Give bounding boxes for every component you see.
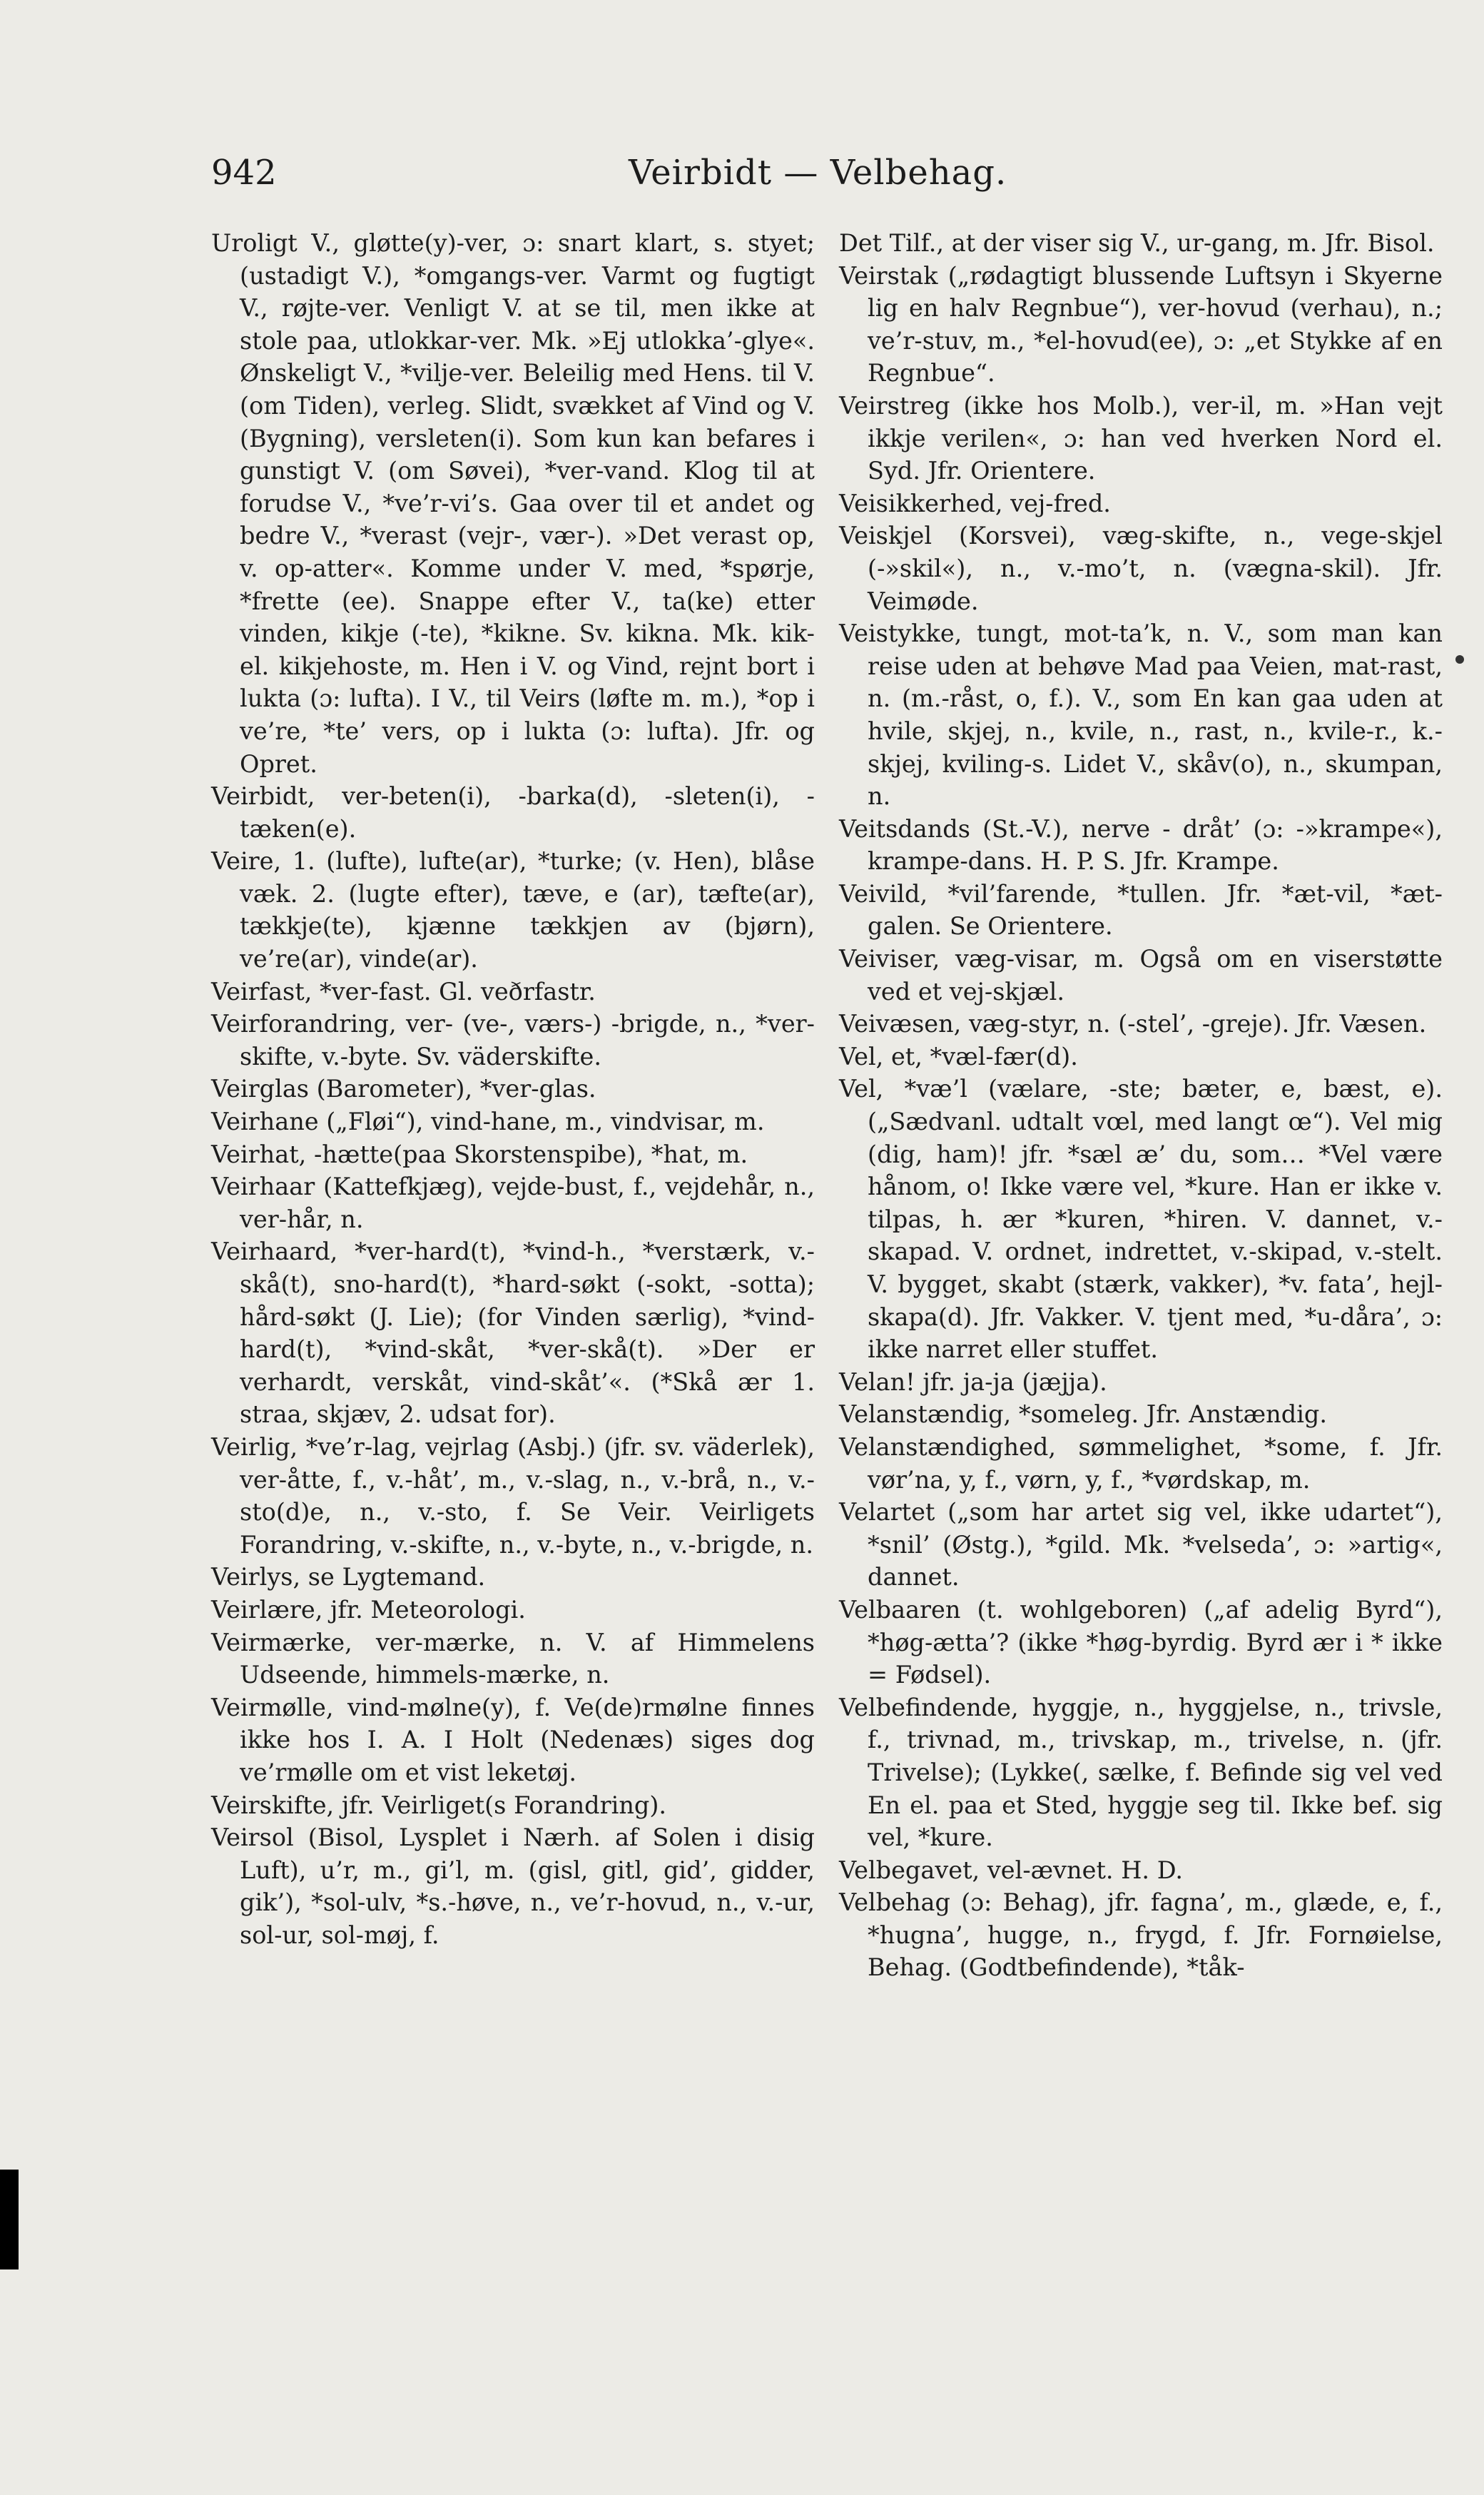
dictionary-entry: Veivild, *vil’farende, *tullen. Jfr. *æt-vil, *æt-galen. Se Orientere. [839, 879, 1443, 941]
dictionary-entry: Veirstreg (ikke hos Molb.), ver-il, m. »Han vejt ikkje verilen«, ɔ: han ved hverken Nord el. Syd. Jfr. Orientere. [839, 391, 1443, 485]
scan-edge-mark [0, 2170, 19, 2269]
dictionary-entry: Velbefindende, hyggje, n., hyggjelse, n., trivsle, f., trivnad, m., trivskap, m., trivelse, n. (jfr. Trivelse); (Lykke(, sælke, f. Befinde sig vel ved En el. paa et Sted, hyggje seg til. Ikke bef. sig vel, *kure. [839, 1693, 1443, 1852]
dictionary-entry: Veivæsen, væg-styr, n. (-stel’, -greje). Jfr. Væsen. [839, 1010, 1427, 1038]
dictionary-entry: Veistykke, tungt, mot-ta’k, n. V., som man kan reise uden at behøve Mad paa Veien, mat-rast, n. (m.-råst, o, f.). V., som En kan gaa uden at hvile, skjej, n., kvile, n., rast, n., kvile-r., k.-skjej, kviling-s. Lidet V., skåv(o), n., skumpan, n. [839, 619, 1443, 811]
dictionary-entry: Veirsol (Bisol, Lysplet i Nærh. af Solen i disig Luft), u’r, m., gi’l, m. (gisl, gitl, gid’, gidder, gik’), *sol-ulv, *s.-høve, n., ve’r-hovud, n., v.-ur, sol-ur, sol-møj, f. [211, 1823, 815, 1949]
dictionary-entry: Veiviser, væg-visar, m. Også om en viserstøtte ved et vej-skjæl. [839, 945, 1443, 1006]
dictionary-entry: Det Tilf., at der viser sig V., ur-gang, m. Jfr. Bisol. [839, 229, 1435, 257]
dictionary-entry: Veirmærke, ver-mærke, n. V. af Himmelens Udseende, himmels-mærke, n. [211, 1628, 815, 1689]
dictionary-entry: Vel, et, *væl-fær(d). [839, 1042, 1078, 1071]
dictionary-entry: Velanstændig, *someleg. Jfr. Anstændig. [839, 1400, 1328, 1429]
dictionary-entry: Velartet („som har artet sig vel, ikke udartet“), *snil’ (Østg.), *gild. Mk. *velseda’, ɔ: »artig«, dannet. [839, 1498, 1443, 1591]
dictionary-entry: Uroligt V., gløtte(y)-ver, ɔ: snart klart, s. styet; (ustadigt V.), *omgangs-ver. Varmt og fugtigt V., røjte-ver. Venligt V. at se til, men ikke at stole paa, utlokkar-ver. Mk. »Ej utlokka’-glye«. Ønskeligt V., *vilje-ver. Beleilig med Hens. til V. (om Tiden), verleg. Slidt, svækket af Vind og V. (Bygning), versleten(i). Som kun kan befares i gunstigt V. (om Søvei), *ver-vand. Klog til at forudse V., *ve’r-vi’s. Gaa over til et andet og bedre V., *verast (vejr-, vær-). »Det verast op, v. op-atter«. Komme under V. med, *spørje, *frette (ee). Snappe efter V., ta(ke) etter vinden, kikje (-te), *kikne. Sv. kikna. Mk. kik- el. kikjehoste, m. Hen i V. og Vind, rejnt bort i lukta (ɔ: lufta). I V., til Veirs (løfte m. m.), *op i ve’re, *te’ vers, op i lukta (ɔ: lufta). Jfr. og Opret. [211, 229, 815, 778]
right-column [839, 227, 1443, 1984]
dictionary-entry: Veirstak („rødagtigt blussende Luftsyn i Skyerne lig en halv Regnbue“), ver-hovud (verhau), n.; ve’r-stuv, m., *el-hovud(ee), ɔ: „et Stykke af en Regnbue“. [839, 261, 1443, 388]
dictionary-entry: Veirfast, *ver-fast. Gl. veðrfastr. [211, 977, 596, 1006]
dictionary-entry: Velbaaren (t. wohlgeboren) („af adelig Byrd“), *høg-ætta’? (ikke *høg-byrdig. Byrd ær i * ikke = Fødsel). [839, 1595, 1443, 1689]
page-header [211, 153, 1438, 203]
dictionary-entry: Veirhat, -hætte(paa Skorstenspibe), *hat, m. [211, 1140, 748, 1168]
dictionary-entry: Veirforandring, ver- (ve-, værs-) -brigde, n., *ver-skifte, v.-byte. Sv. väderskifte. [211, 1010, 815, 1071]
dictionary-entry: Veitsdands (St.-V.), nerve - dråt’ (ɔ: -»krampe«), krampe-dans. H. P. S. Jfr. Krampe. [839, 814, 1443, 876]
dictionary-entry: Veirbidt, ver-beten(i), -barka(d), -sleten(i), -tæken(e). [211, 782, 815, 843]
dictionary-entry: Velbegavet, vel-ævnet. H. D. [839, 1856, 1184, 1884]
margin-dot [1455, 655, 1464, 664]
dictionary-entry: Veirlære, jfr. Meteorologi. [211, 1595, 526, 1624]
dictionary-entry: Veirhane („Fløi“), vind-hane, m., vindvisar, m. [211, 1108, 765, 1136]
dictionary-entry: Velan! jfr. ja-ja (jæjja). [839, 1367, 1107, 1396]
dictionary-entry: Veisikkerhed, vej-fred. [839, 489, 1111, 517]
dictionary-entry: Veire, 1. (lufte), lufte(ar), *turke; (v. Hen), blåse væk. 2. (lugte efter), tæve, e (ar), tæfte(ar), tækkje(te), kjænne tækkjen av (bjørn), ve’re(ar), vinde(ar). [211, 847, 815, 973]
dictionary-entry: Veirskifte, jfr. Veirliget(s Forandring). [211, 1791, 667, 1819]
running-head: Veirbidt — Velbehag. [629, 153, 1007, 193]
dictionary-entry: Veiskjel (Korsvei), væg-skifte, n., vege-skjel (-»skil«), n., v.-mo’t, n. (vægna-skil). Jfr. Veimøde. [839, 522, 1443, 615]
dictionary-entry: Veirhaard, *ver-hard(t), *vind-h., *verstærk, v.-skå(t), sno-hard(t), *hard-søkt (-sokt, -sotta); hård-søkt (J. Lie); (for Vinden særlig), *vind-hard(t), *vind-skåt, *ver-skå(t). »Der er verhardt, verskåt, vind-skåt’«. (*Skå ær 1. straa, skjæv, 2. udsat for). [211, 1238, 815, 1429]
dictionary-entry: Veirlig, *ve’r-lag, vejrlag (Asbj.) (jfr. sv. väderlek), ver-åtte, f., v.-håt’, m., v.-slag, n., v.-brå, n., v.-sto(d)e, n., v.-sto, f. Se Veir. Veirligets Forandring, v.-skifte, n., v.-byte, n., v.-brigde, n. [211, 1432, 815, 1559]
dictionary-entry: Veirhaar (Kattefkjæg), vejde-bust, f., vejdehår, n., ver-hår, n. [211, 1173, 815, 1233]
dictionary-entry: Velbehag (ɔ: Behag), jfr. fagna’, m., glæde, e, f., *hugna’, hugge, n., frygd, f. Jfr. Fornøielse, Behag. (Godtbefindende), *tåk- [839, 1888, 1443, 1982]
left-column [211, 227, 815, 1951]
page-number: 942 [211, 153, 277, 193]
dictionary-entry: Velanstændighed, sømmelighet, *some, f. Jfr. vør’na, y, f., vørn, y, f., *vørdskap, m. [839, 1432, 1443, 1494]
dictionary-entry: Veirmølle, vind-mølne(y), f. Ve(de)rmølne finnes ikke hos I. A. I Holt (Nedenæs) siges dog ve’rmølle om et vist leketøj. [211, 1693, 815, 1786]
dictionary-entry: Veirglas (Barometer), *ver-glas. [211, 1075, 596, 1103]
dictionary-entry: Veirlys, se Lygtemand. [211, 1563, 486, 1591]
dictionary-entry: Vel, *væ’l (vælare, -ste; bæter, e, bæst, e). („Sædvanl. udtalt vœl, med langt œ“). Vel mig (dig, ham)! jfr. *sæl æ’ du, som… *Vel være hånom, o! Ikke være vel, *kure. Han er ikke v. tilpas, h. ær *kuren, *hiren. V. dannet, v.-skapad. V. ordnet, indrettet, v.-skipad, v.-stelt. V. bygget, skabt (stærk, vakker), *v. fata’, hejl-skapa(d). Jfr. Vakker. V. tjent med, *u-dåra’, ɔ: ikke narret eller stuffet. [839, 1075, 1443, 1364]
